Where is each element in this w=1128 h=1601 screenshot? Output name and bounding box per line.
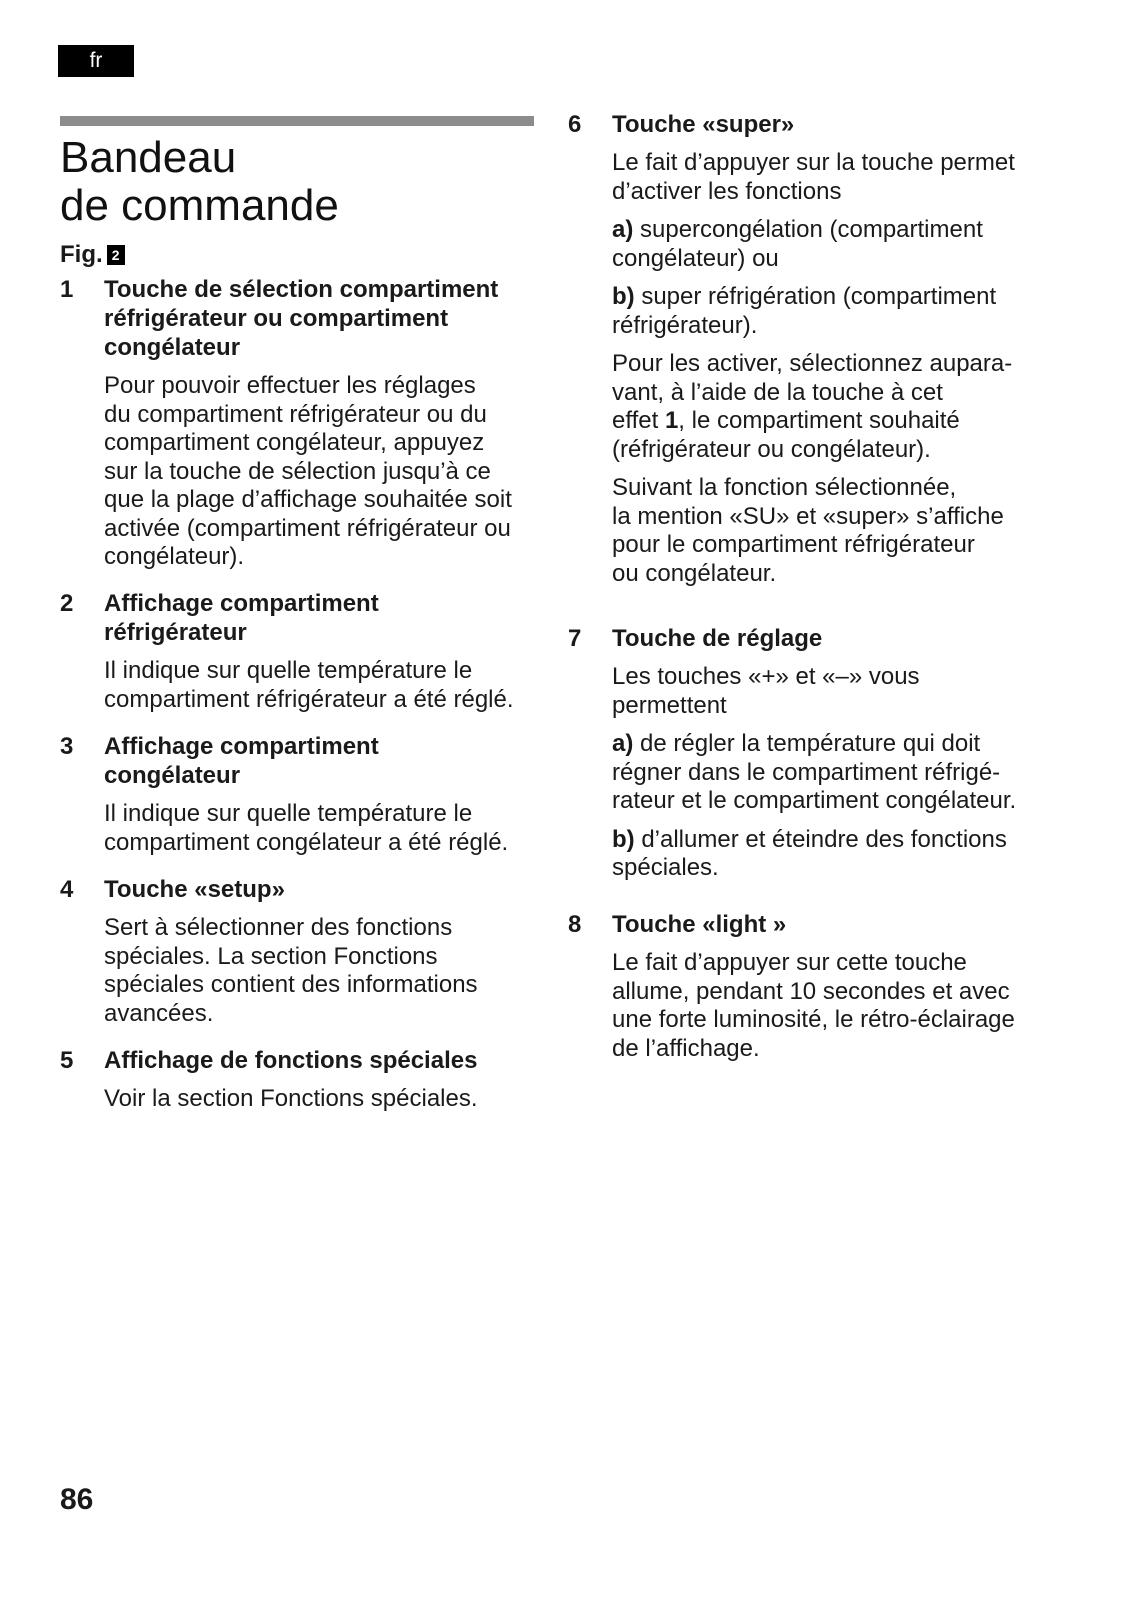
option-marker: b) xyxy=(612,283,635,310)
paragraph-line: pour le compartiment réfrigérateur xyxy=(612,531,975,558)
item-heading xyxy=(104,732,550,790)
list-item xyxy=(568,624,1068,883)
figure-reference xyxy=(60,240,125,270)
item-heading xyxy=(104,589,550,647)
item-heading-line: congélateur xyxy=(104,762,241,789)
paragraph-line: activée (compartiment réfrigérateur ou xyxy=(104,514,511,542)
paragraph-line: spéciales. xyxy=(612,854,719,881)
item-paragraph xyxy=(104,800,550,857)
item-number: 7 xyxy=(568,625,582,652)
paragraph-line: compartiment congélateur a été réglé. xyxy=(104,828,509,856)
paragraph-line: spéciales contient des informations xyxy=(104,971,478,998)
item-number: 5 xyxy=(60,1047,74,1074)
paragraph-line: congélateur). xyxy=(104,543,245,570)
item-paragraph xyxy=(612,149,1068,206)
title-line-1: Bandeau xyxy=(60,133,237,182)
item-paragraph xyxy=(612,730,1068,816)
item-reference: 1 xyxy=(664,407,679,434)
paragraph-line: la mention «SU» et «super» s’affiche xyxy=(612,502,1004,530)
item-heading-line: Affichage compartiment xyxy=(104,590,379,617)
paragraph-line: Il indique sur quelle température le xyxy=(104,800,473,827)
paragraph-line: Voir la section Fonctions spéciales. xyxy=(104,1085,478,1112)
item-heading-line: Affichage de fonctions spéciales xyxy=(104,1047,478,1074)
paragraph-line: compartiment congélateur, appuyez xyxy=(104,429,485,456)
item-heading-line: Affichage compartiment xyxy=(104,733,379,760)
item-heading-line: réfrigérateur ou compartiment xyxy=(104,305,449,332)
title-line-2: de commande xyxy=(60,181,339,230)
item-paragraph xyxy=(612,283,1068,340)
paragraph-line: de l’affichage. xyxy=(612,1034,760,1062)
item-heading xyxy=(104,1046,550,1075)
option-marker: a) xyxy=(612,216,634,243)
item-number: 2 xyxy=(60,590,74,617)
paragraph-line: d’allumer et éteindre des fonctions xyxy=(634,825,1007,853)
list-item xyxy=(60,875,550,1028)
page-number: 86 xyxy=(60,1483,94,1516)
paragraph-line: sur la touche de sélection jusqu’à ce xyxy=(104,457,491,485)
item-paragraph xyxy=(104,372,550,572)
item-heading xyxy=(104,275,550,362)
paragraph-line: Les touches «+» et «–» vous xyxy=(612,663,920,690)
item-paragraph xyxy=(612,216,1068,273)
paragraph-line: allume, pendant 10 secondes et avec xyxy=(612,977,1010,1005)
item-heading-line: Touche «setup» xyxy=(104,876,285,903)
item-number: 4 xyxy=(60,876,74,903)
item-paragraph xyxy=(612,350,1068,464)
option-marker: b) xyxy=(612,825,635,853)
item-number: 3 xyxy=(60,733,74,760)
item-heading-line: réfrigérateur xyxy=(104,619,247,646)
item-paragraph xyxy=(612,826,1068,883)
item-heading xyxy=(104,875,550,904)
item-heading xyxy=(612,910,1068,939)
paragraph-line: Le fait d’appuyer sur cette touche xyxy=(612,949,967,976)
item-number: 8 xyxy=(568,911,582,938)
paragraph-line: régner dans le compartiment réfrigé- xyxy=(612,758,1001,786)
paragraph-line: rateur et le compartiment congélateur. xyxy=(612,787,1017,814)
paragraph-line: que la plage d’affichage souhaitée soit xyxy=(104,486,512,513)
language-tab: fr xyxy=(58,45,134,77)
paragraph-line: compartiment réfrigérateur a été réglé. xyxy=(104,685,514,713)
item-paragraph xyxy=(612,663,1068,720)
item-number: 6 xyxy=(568,111,582,138)
list-item xyxy=(60,275,550,572)
paragraph-line: Le fait d’appuyer sur la touche permet xyxy=(612,149,1015,176)
item-heading-line: Touche «light » xyxy=(612,911,787,938)
title-rule xyxy=(60,116,534,126)
paragraph-line: du compartiment réfrigérateur ou du xyxy=(104,400,487,428)
item-number: 1 xyxy=(60,276,74,303)
item-heading-line: Touche «super» xyxy=(612,111,795,138)
item-paragraph xyxy=(612,949,1068,1063)
paragraph-line: permettent xyxy=(612,691,727,719)
item-paragraph xyxy=(104,657,550,714)
paragraph-line: vant, à l’aide de la touche à cet xyxy=(612,378,943,406)
list-item xyxy=(568,110,1068,588)
item-paragraph xyxy=(104,914,550,1028)
paragraph-line: , le compartiment souhaité xyxy=(678,407,960,434)
option-marker: a) xyxy=(612,730,634,757)
item-heading-line: Touche de réglage xyxy=(612,625,823,652)
paragraph-line: Sert à sélectionner des fonctions xyxy=(104,914,453,941)
paragraph-line: une forte luminosité, le rétro-éclairage xyxy=(612,1006,1015,1033)
paragraph-line: Pour pouvoir effectuer les réglages xyxy=(104,372,476,399)
list-item xyxy=(60,589,550,714)
paragraph-line: de régler la température qui doit xyxy=(633,730,981,757)
item-heading-line: Touche de sélection compartiment xyxy=(104,276,499,303)
paragraph-line: Il indique sur quelle température le xyxy=(104,657,473,684)
paragraph-line: super réfrigération (compartiment xyxy=(634,283,997,310)
paragraph-line: avancées. xyxy=(104,999,214,1027)
paragraph-line: effet xyxy=(612,407,665,434)
paragraph-line: ou congélateur. xyxy=(612,559,777,587)
list-item xyxy=(60,1046,550,1114)
paragraph-line: supercongélation (compartiment xyxy=(633,216,983,243)
list-item xyxy=(60,732,550,857)
paragraph-line: Suivant la fonction sélectionnée, xyxy=(612,474,957,501)
paragraph-line: (réfrigérateur ou congélateur). xyxy=(612,435,931,463)
paragraph-line: Pour les activer, sélectionnez aupara- xyxy=(612,350,1013,377)
figure-number-badge: 2 xyxy=(107,245,125,265)
item-paragraph xyxy=(104,1085,550,1114)
item-heading xyxy=(612,624,1068,653)
item-heading xyxy=(612,110,1068,139)
item-paragraph xyxy=(612,474,1068,588)
paragraph-line: réfrigérateur). xyxy=(612,311,758,339)
paragraph-line: congélateur) ou xyxy=(612,244,779,272)
item-heading-line: congélateur xyxy=(104,334,241,361)
paragraph-line: spéciales. La section Fonctions xyxy=(104,942,438,970)
figure-label: Fig. xyxy=(60,241,103,268)
page-title xyxy=(60,134,339,230)
paragraph-line: d’activer les fonctions xyxy=(612,177,842,205)
list-item xyxy=(568,910,1068,1063)
